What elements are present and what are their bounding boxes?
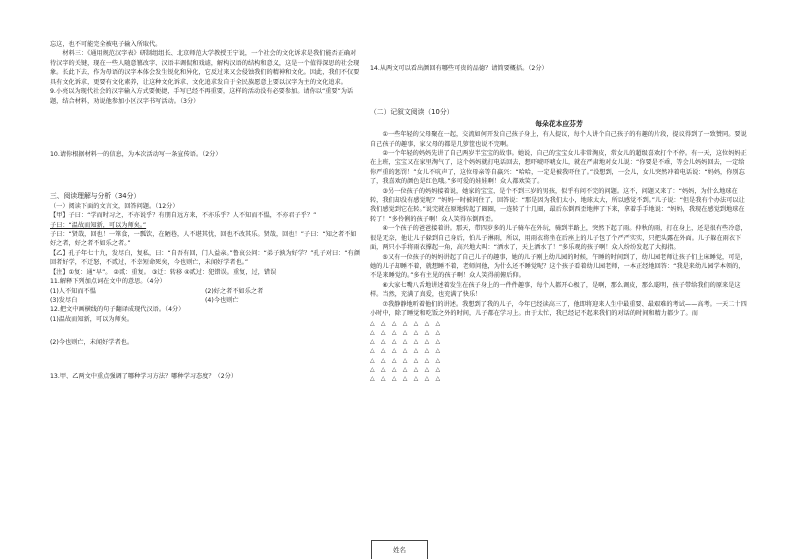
triangle-row: △ △ △ △ △ △ △ [370,366,443,373]
triangle-row: △ △ △ △ △ △ △ [370,375,443,383]
question-10: 10.请你根据材料一的信息，为本次活动写一条宣传语。（2分） [50,150,222,158]
q11-item: (4)今也则亡 [205,296,239,304]
article-paragraph: ②一个年轻的妈妈先讲了自己两岁半宝宝的故事。她说，自己的宝宝女儿非常淘皮，常女儿的超级喜欢打个不停。有一天，这位妈妈正在上班，宝宝又在家里淘气了，这个妈妈就打电话回去，想吓唬吓唬女儿，就在严肃地对女儿说：“你要是不乖，等会儿妈妈回去，一定给你严重的惩罚！”女儿不吭声了，这位母亲等自赢兴：“哈哈，一定是被我吓住了。”没想到，一会儿，女儿突然冲着电话说：“妈妈，你别忘了，我喜欢的颜色是红色哦。”多可爱的娃娃啊！众人都欢笑了。 [370,149,747,186]
left-column [50,0,360,381]
triangle-row: △ △ △ △ △ △ △ [370,356,443,364]
passage-jia-1: 【甲】子曰：“学而时习之，不亦说乎？有朋自远方来，不亦乐乎？人不知而不愠，不亦君子乎？” [50,212,317,220]
q11-item: (3)发尽白 [50,296,78,304]
triangle-row: △ △ △ △ △ △ △ [370,338,443,346]
article-paragraph: ③另一位孩子的妈妈接着说，她家的宝宝，是个不到三岁的男孩，似乎有问不完的问题。这不，问题又来了：“妈妈，为什么地球在转，我们却没有感觉呢？”妈妈一时被问住了，回答说：“那是因为我们太小，地球太大，所以感觉不到。”儿子说：“但是我有个办法可以让我们感觉到它在转。”说完就在原地转起了圈圈，一连转了十几圈，最后东倒西歪地摔了下来，拿着手手地说：“妈妈，我现在感觉到地球在转了！”多伶俐的孩子啊！众人笑得东倒西歪。 [370,187,745,223]
name-label: 姓名 [393,546,406,554]
question-11-items [50,287,360,306]
question-14: 14.从两文可以看出颜回有哪些可贵的品德？请简要概括。（2分） [370,65,548,72]
passage-yi: 【乙】孔子年七十九，发尽白，复私，曰：“自吾有回，门人益亲。”鲁哀公问：“弟子孰为好学？”孔子对曰：“有颜回者好学，不迁怒，不贰过，不幸短命死矣，今也则亡，未闻好学者也。” [50,249,360,267]
section-3-title: 三、阅读理解与分析（34分） [50,192,141,201]
subsection-1-title: （一）阅读下面的文言文，回答问题。（12分） [50,202,179,210]
passage-jia-2: 子曰：“温故而知新，可以为师矣。” [50,221,147,229]
question-9: 9.小亮以为现代社会的汉字输入方式要便捷，手写已经不再重要，这样的活动没有必要参加。请你以“重要”为话题，结合材料，劝说他参加小区汉字书写活动。（3分） [50,88,354,105]
q12-item: (2)今也则亡，未闻好学者也。 [50,339,134,347]
name-field-box[interactable] [371,540,428,559]
q11-item: (2)好之者不如乐之者 [205,287,264,295]
question-13: 13.甲、乙两文中重点强调了哪种学习方法？哪种学习态度？（2分） [50,372,238,380]
article-paragraph: ⑦我静静地听着他们的讲述。我想到了我的儿子，今年已经读高三了，他即将迎来人生中最重要、最艰难的考试——高考。一天二十四小时中，除了睡觉和吃饭之外的时间，儿子都在学习上。由于太忙，我已经记不起来我们的对话的时间和精力都少了。而 [370,300,747,318]
article-title: 每朵花本应芬芳 [535,119,583,128]
q11-item: (1)人不知而不愠 [50,287,96,295]
passage-jia-3: 子曰：“贤哉，回也！一箪食，一瓢饮，在陋巷，人不堪其忧，回也不改其乐。贤哉，回也！”子曰：“知之者不如好之者，好之者不如乐之者。” [50,230,357,248]
triangle-row: △ △ △ △ △ △ △ [370,347,443,355]
article-paragraph: ⑤又有一位孩子的妈妈讲起了自己儿子的趣事，她的儿子刚上幼儿园的时候，午睡的时间到了，幼儿园老师让孩子们上床睡觉，可是，她的儿子却睡不着，就想睡不着，老师问他，为什么还不睡觉呢？这个孩子看着幼儿园老师，一本正经地回答：“我是来幼儿园学本领的，不是来睡觉的。”多有主见的孩子啊！众人笑得前俯后仰。 [370,253,747,280]
question-12: 12.把文中画横线的句子翻译成现代汉语。（4分） [50,306,185,314]
triangle-mark-block [370,319,748,384]
subsection-2-title: （二）记叙文阅读（10分） [370,108,454,117]
notes: 【注】①复：通“早”。 ②贰：重复。 ③迁：转移 ④贰过：犯错误。重复，过，错误 [50,268,277,276]
triangle-row: △ △ △ △ △ △ △ [370,319,443,327]
question-11: 11.解释下列加点词在文中的意思。（4分） [50,278,166,286]
article-paragraph: ④一个孩子的爸爸接着讲。那天，带四岁多的儿子骑车在外玩，骑到半路上，突然下起了雨。仲秋的雨，打在身上，还是很有些冷意，很是无奈，他让儿子躲到自己身后，怕儿子淋雨，所以，用雨衣将坐在后座上的儿子包了个严严实实，只把头露在外面。儿子躲在雨衣下面，两只小手将雨衣撑起一角，高兴地大叫：“洒水了，天上洒水了！”多乐观的孩子啊！众人纷纷发起了大拇指。 [370,225,747,252]
intro-line: 忘这，也不可能完全被电子输入所取代。 [50,41,162,48]
material-three: 材料三：《通用规范汉字表》研制组组长、北京师范大学教授王宁说，一个社会的文化诉求是我们能否正确对待汉字的关键，现在一些人随意篡改字、汉语丰调侃和戏谑，解构汉语的结构和意义，这是一个值得深思的社会现象。长此下去，作为母语的汉字本体会发生锐化和异化，它反过来又会侵蚀我们的精神和文化。因此，我们不仅要具有文化诉求，更要有文化素养，让这种文化诉求、文化追求发自于全民族愿意上要以汉字为主的文化追求。 [50,50,360,86]
q12-item: (1)温故而知新，可以为师矣。 [50,315,134,323]
right-column [370,0,748,384]
article-paragraph: ⑥大家七嘴八舌地讲述着发生在孩子身上的一件件趣事，每个人都开心极了，是啊，那么调皮，那么聪明，孩子带给我们的原来是这样。当然，充满了真爱，也充满了快乐！ [370,281,741,299]
triangle-row: △ △ △ △ △ △ △ [370,328,443,336]
article-paragraph: ①一些年轻的父母聚在一起，交流如何开发自己孩子身上，有人提议，每个人讲个自己孩子的有趣的片段，提议得到了一致赞同。要说自己孩子的趣事，家父母的都是几箩筐也说不完啊。 [370,131,747,148]
